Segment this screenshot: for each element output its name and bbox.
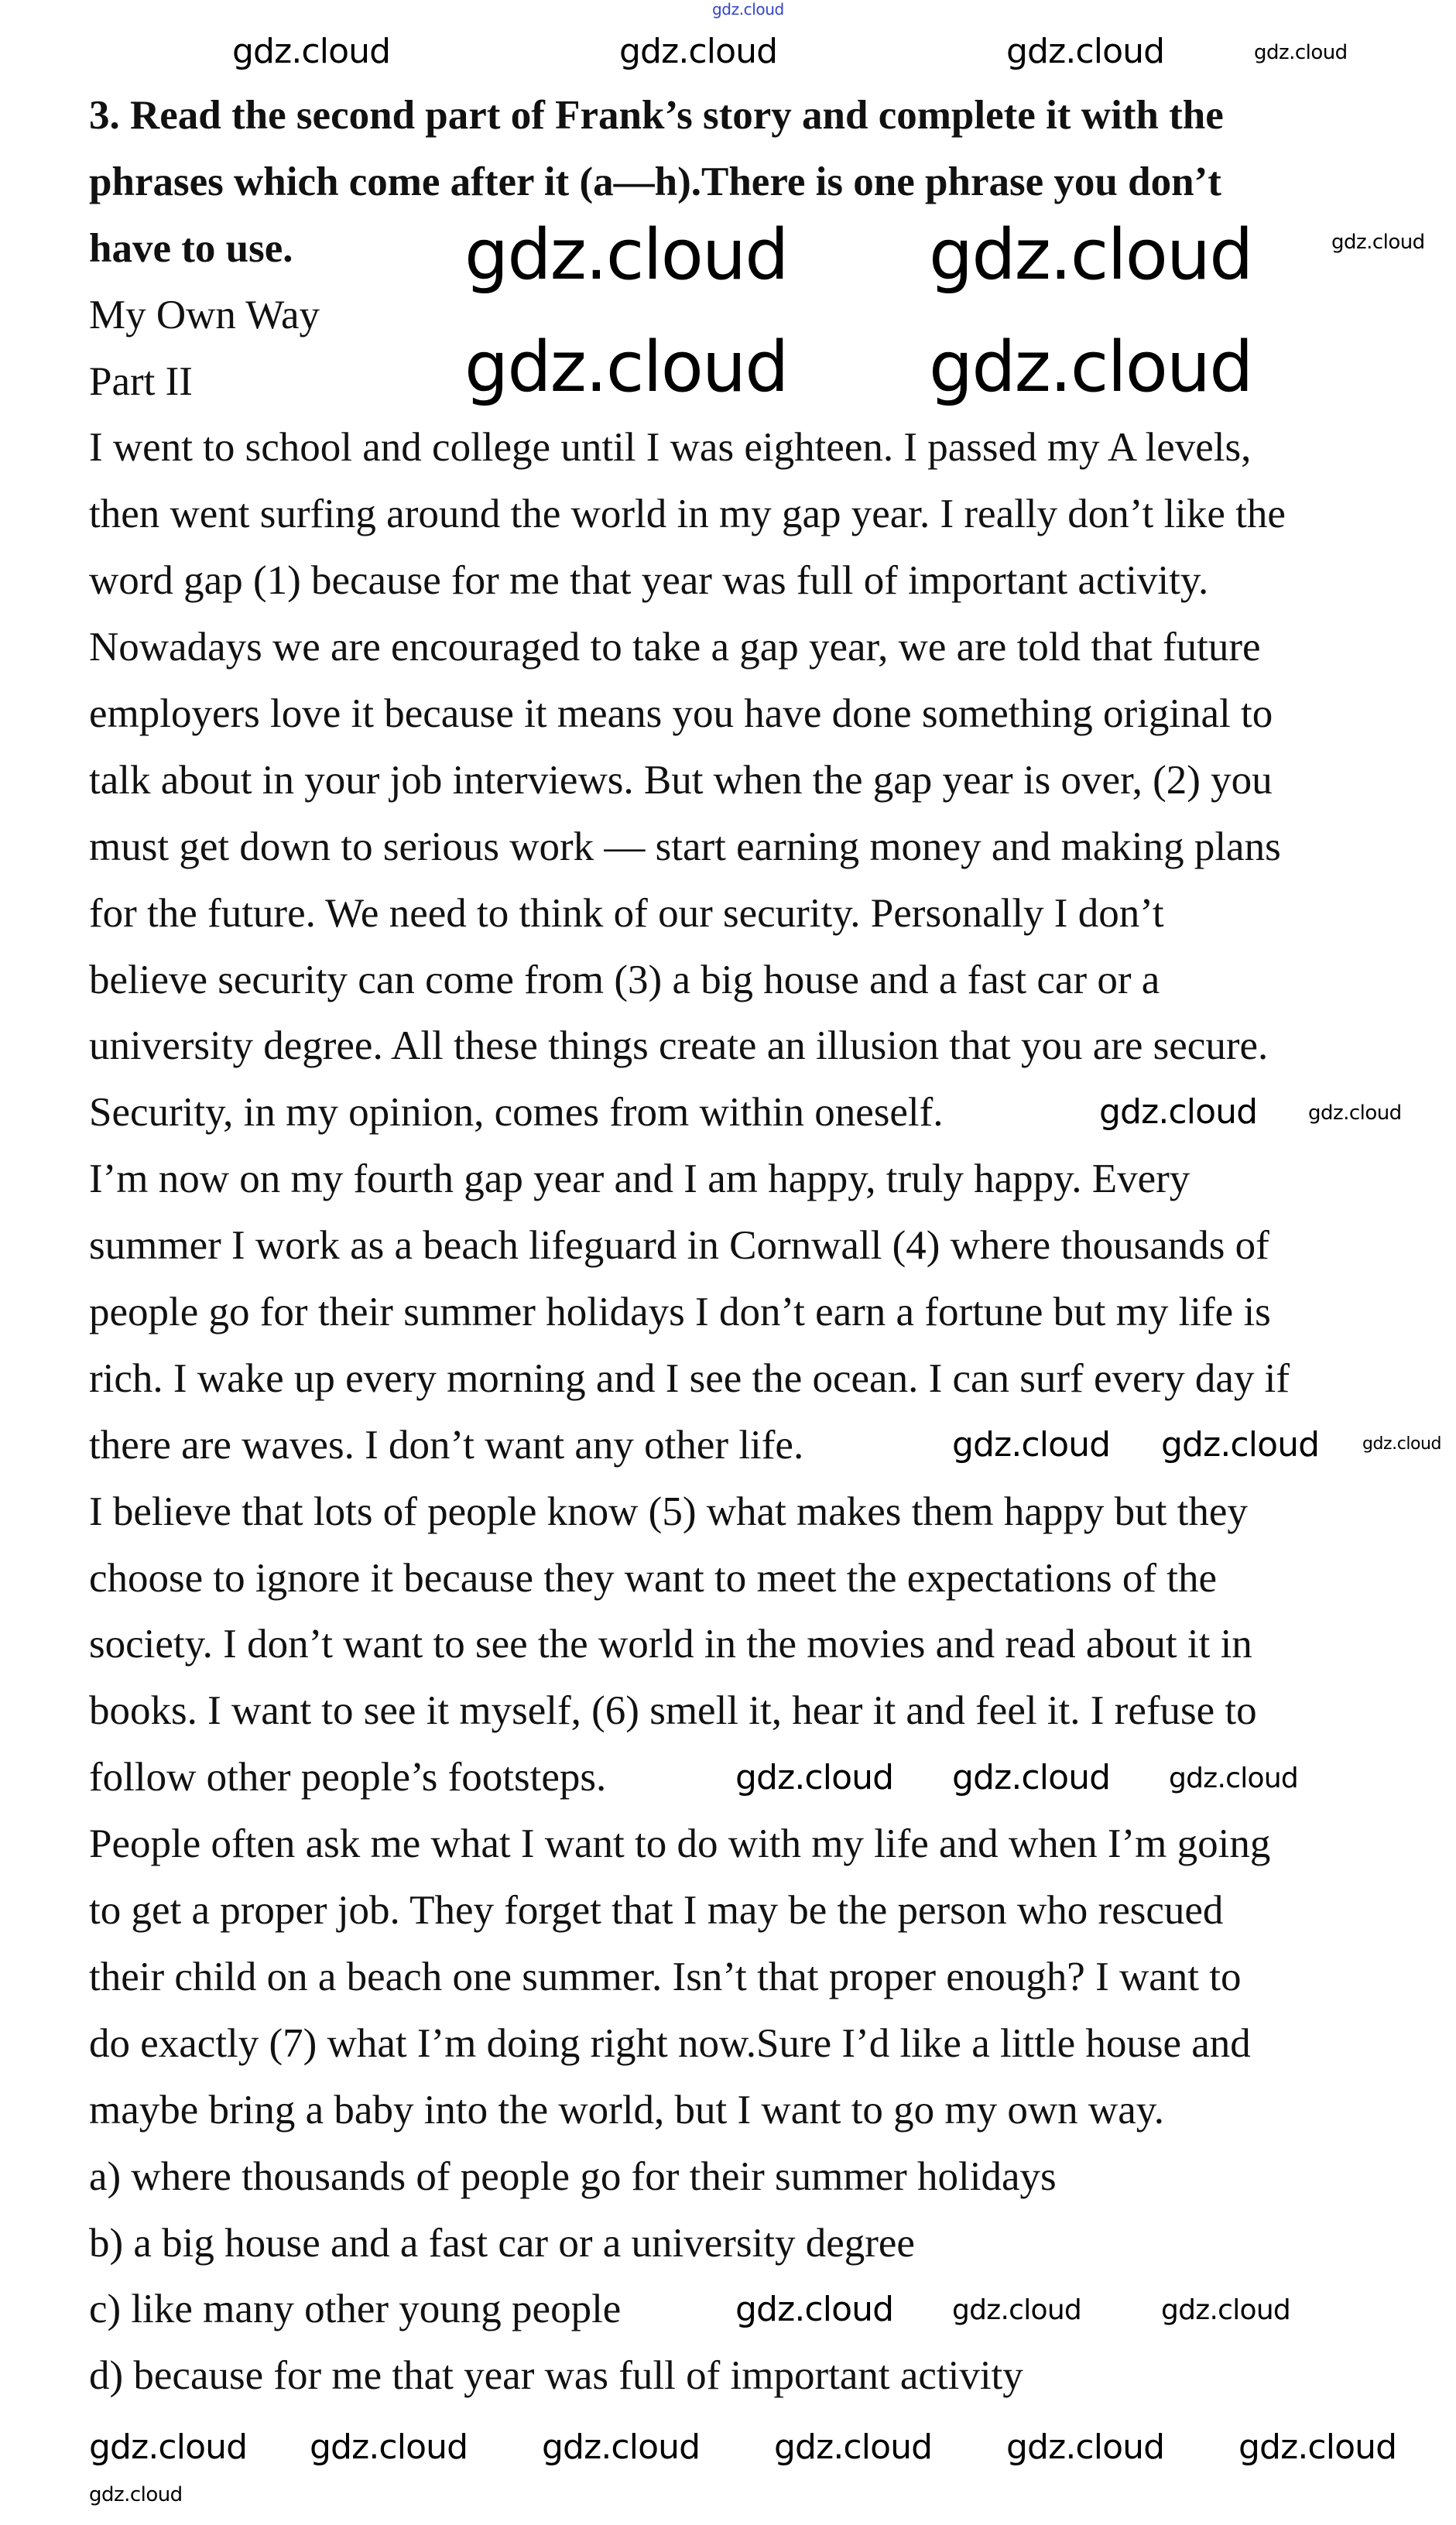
watermark: gdz.cloud: [1238, 2427, 1397, 2467]
watermark: gdz.cloud: [89, 2483, 183, 2506]
watermark: gdz.cloud: [929, 214, 1252, 296]
story-line: I’m now on my fourth gap year and I am happy, truly happy. Every: [89, 1156, 1190, 1202]
watermark: gdz.cloud: [1331, 231, 1425, 254]
story-line: talk about in your job interviews. But when the gap year is over, (2) you: [89, 757, 1273, 803]
story-line: for the future. We need to think of our security. Personally I don’t: [89, 890, 1164, 936]
story-line: maybe bring a baby into the world, but I want to go my own way.: [89, 2087, 1165, 2133]
watermark: gdz.cloud: [89, 2427, 248, 2467]
task-instruction-line: have to use.: [89, 225, 293, 271]
story-line: follow other people’s footsteps.: [89, 1755, 607, 1800]
story-line: books. I want to see it myself, (6) smell it, hear it and feel it. I refuse to: [89, 1688, 1257, 1734]
option-item: a) where thousands of people go for their summer holidays: [89, 2153, 1057, 2199]
story-line: society. I don’t want to see the world in the movies and read about it in: [89, 1622, 1252, 1667]
watermark: gdz.cloud: [619, 32, 778, 71]
task-instruction-line: 3. Read the second part of Frank’s story and complete it with the: [89, 93, 1224, 138]
watermark: gdz.cloud: [712, 0, 784, 19]
watermark: gdz.cloud: [952, 1758, 1111, 1797]
story-line: Security, in my opinion, comes from within oneself.: [89, 1090, 944, 1136]
watermark: gdz.cloud: [1362, 1434, 1442, 1454]
story-line: do exactly (7) what I’m doing right now.Sure I’d like a little house and: [89, 2020, 1251, 2066]
story-line: People often ask me what I want to do with my life and when I’m going: [89, 1821, 1271, 1867]
story-line: rich. I wake up every morning and I see the ocean. I can surf every day if: [89, 1355, 1290, 1401]
watermark: gdz.cloud: [542, 2427, 701, 2467]
watermark: gdz.cloud: [1006, 2427, 1165, 2467]
story-title: My Own Way: [89, 292, 320, 337]
story-line: summer I work as a beach lifeguard in Cornwall (4) where thousands of: [89, 1223, 1269, 1269]
story-part: Part II: [89, 358, 193, 404]
watermark: gdz.cloud: [735, 2290, 894, 2329]
story-line: Nowadays we are encouraged to take a gap year, we are told that future: [89, 625, 1261, 670]
watermark: gdz.cloud: [1254, 41, 1348, 64]
story-line: must get down to serious work — start earning money and making plans: [89, 824, 1281, 869]
story-line: there are waves. I don’t want any other life.: [89, 1422, 804, 1468]
story-line: then went surfing around the world in my gap year. I really don’t like the: [89, 492, 1286, 537]
story-line: I believe that lots of people know (5) what makes them happy but they: [89, 1489, 1248, 1534]
document: [89, 83, 1405, 2410]
story-line: people go for their summer holidays I don’t earn a fortune but my life is: [89, 1290, 1271, 1335]
watermark: gdz.cloud: [1169, 1763, 1299, 1794]
watermark: gdz.cloud: [952, 2294, 1082, 2326]
story-body: [89, 415, 1405, 2143]
watermark: gdz.cloud: [929, 327, 1252, 408]
option-item: d) because for me that year was full of important activity: [89, 2353, 1023, 2399]
watermark: gdz.cloud: [774, 2427, 933, 2467]
watermark: gdz.cloud: [1006, 32, 1165, 71]
watermark: gdz.cloud: [1161, 1425, 1320, 1465]
option-item: c) like many other young people: [89, 2287, 622, 2332]
story-line: I went to school and college until I was eighteen. I passed my A levels,: [89, 425, 1252, 471]
option-item: b) a big house and a fast car or a university degree: [89, 2220, 915, 2266]
story-line: employers love it because it means you have done something original to: [89, 691, 1273, 737]
watermark: gdz.cloud: [1099, 1092, 1258, 1132]
watermark: gdz.cloud: [735, 1758, 894, 1797]
task-instruction-line: phrases which come after it (a—h).There is one phrase you don’t: [89, 159, 1221, 204]
watermark: gdz.cloud: [232, 32, 391, 71]
watermark: gdz.cloud: [310, 2427, 468, 2467]
watermark: gdz.cloud: [1308, 1101, 1402, 1125]
story-line: to get a proper job. They forget that I may be the person who rescued: [89, 1888, 1224, 1934]
story-line: their child on a beach one summer. Isn’t that proper enough? I want to: [89, 1954, 1242, 1999]
story-line: believe security can come from (3) a big house and a fast car or a: [89, 957, 1160, 1002]
watermark: gdz.cloud: [464, 214, 788, 296]
watermark: gdz.cloud: [1161, 2294, 1291, 2326]
options-list: [89, 2144, 1405, 2410]
watermark: gdz.cloud: [464, 327, 788, 408]
story-line: university degree. All these things create an illusion that you are secure.: [89, 1023, 1269, 1069]
watermark: gdz.cloud: [952, 1425, 1111, 1465]
story-line: choose to ignore it because they want to meet the expectations of the: [89, 1555, 1218, 1601]
story-line: word gap (1) because for me that year was full of important activity.: [89, 558, 1209, 604]
